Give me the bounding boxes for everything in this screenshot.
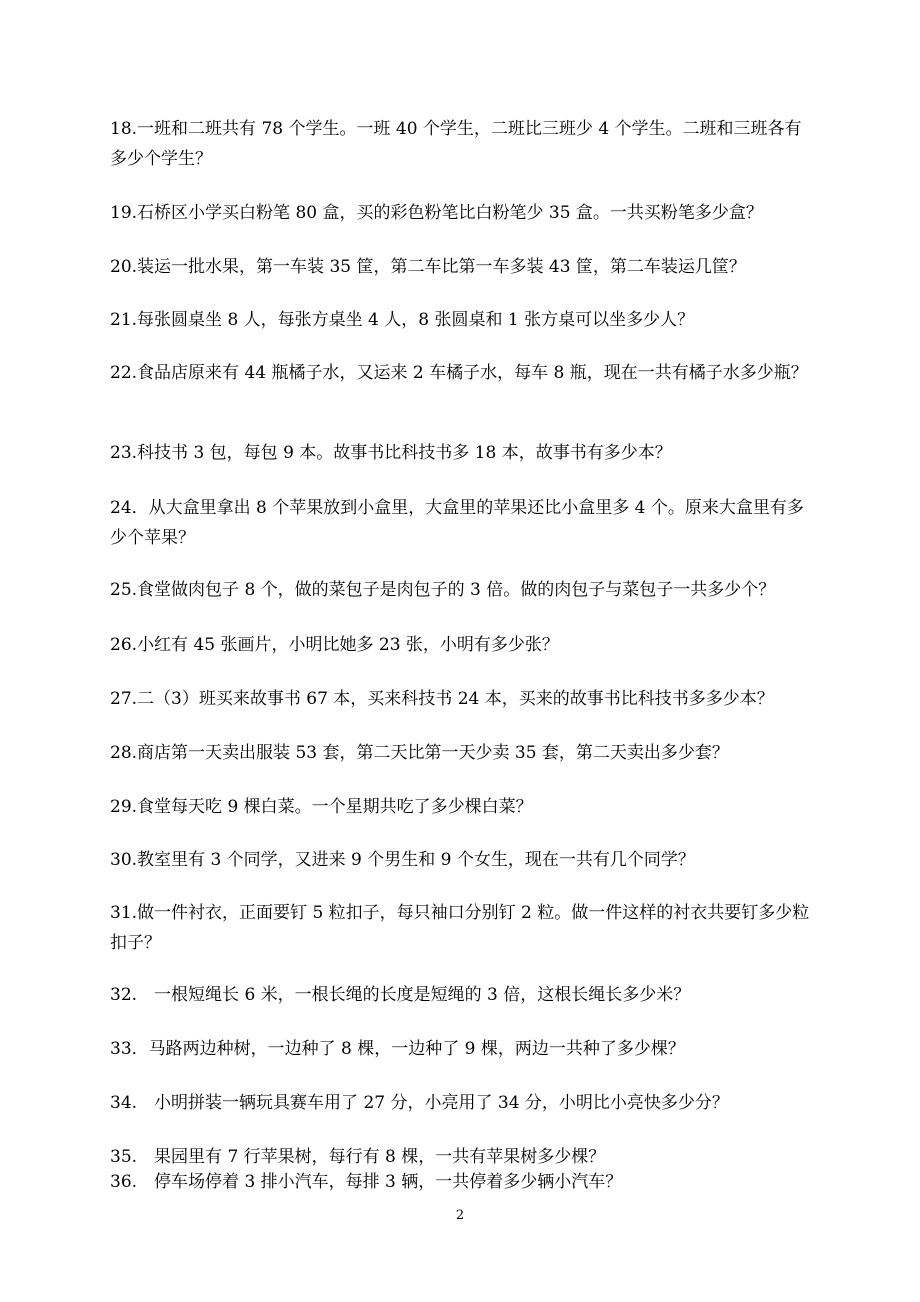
problem-36: 36. 停车场停着 3 排小汽车，每排 3 辆，一共停着多少辆小汽车？ (110, 1172, 623, 1192)
problem-30: 30.教室里有 3 个同学，又进来 9 个男生和 9 个女生，现在一共有几个同学？ (110, 850, 695, 870)
problem-23: 23.科技书 3 包，每包 9 本。故事书比科技书多 18 本，故事书有多少本？ (110, 443, 672, 463)
problem-26: 26.小红有 45 张画片，小明比她多 23 张，小明有多少张？ (110, 635, 559, 655)
problem-31: 31.做一件衬衣，正面要钉 5 粒扣子，每只袖口分别钉 2 粒。做一件这样的衬衣共要钉多少粒扣子？ (110, 903, 810, 953)
problem-22: 22.食品店原来有 44 瓶橘子水，又运来 2 车橘子水，每车 8 瓶，现在一共有橘子水多少瓶？ (110, 363, 808, 383)
problem-33: 33．马路两边种树，一边种了 8 棵，一边种了 9 棵，两边一共种了多少棵？ (110, 1039, 685, 1059)
problem-20: 20.装运一批水果，第一车装 35 筐，第二车比第一车多装 43 筐，第二车装运几筐？ (110, 257, 746, 277)
page-number: 2 (455, 1208, 465, 1223)
problem-35: 35. 果园里有 7 行苹果树，每行有 8 棵，一共有苹果树多少棵？ (110, 1147, 606, 1167)
problem-34: 34. 小明拼装一辆玩具赛车用了 27 分，小亮用了 34 分，小明比小亮快多少分？ (110, 1093, 729, 1113)
problem-18: 18.一班和二班共有 78 个学生。一班 40 个学生，二班比三班少 4 个学生。二班和三班各有多少个学生？ (110, 119, 802, 169)
problem-24: 24．从大盒里拿出 8 个苹果放到小盒里，大盒里的苹果还比小盒里多 4 个。原来大盒里有多少个苹果？ (110, 498, 804, 548)
problem-19: 19.石桥区小学买白粉笔 80 盒，买的彩色粉笔比白粉笔少 35 盒。一共买粉笔多少盒？ (110, 203, 763, 223)
problem-28: 28.商店第一天卖出服装 53 套，第二天比第一天少卖 35 套，第二天卖出多少套？ (110, 743, 729, 763)
problem-25: 25.食堂做肉包子 8 个，做的菜包子是肉包子的 3 倍。做的肉包子与菜包子一共多少个？ (110, 580, 776, 600)
problem-21: 21.每张圆桌坐 8 人，每张方桌坐 4 人，8 张圆桌和 1 张方桌可以坐多少人？ (110, 310, 695, 330)
problem-32: 32. 一根短绳长 6 米，一根长绳的长度是短绳的 3 倍，这根长绳长多少米？ (110, 985, 691, 1005)
problem-27: 27.二（3）班买来故事书 67 本，买来科技书 24 本，买来的故事书比科技书多多少本？ (110, 689, 774, 709)
problem-29: 29.食堂每天吃 9 棵白菜。一个星期共吃了多少棵白菜？ (110, 797, 533, 817)
